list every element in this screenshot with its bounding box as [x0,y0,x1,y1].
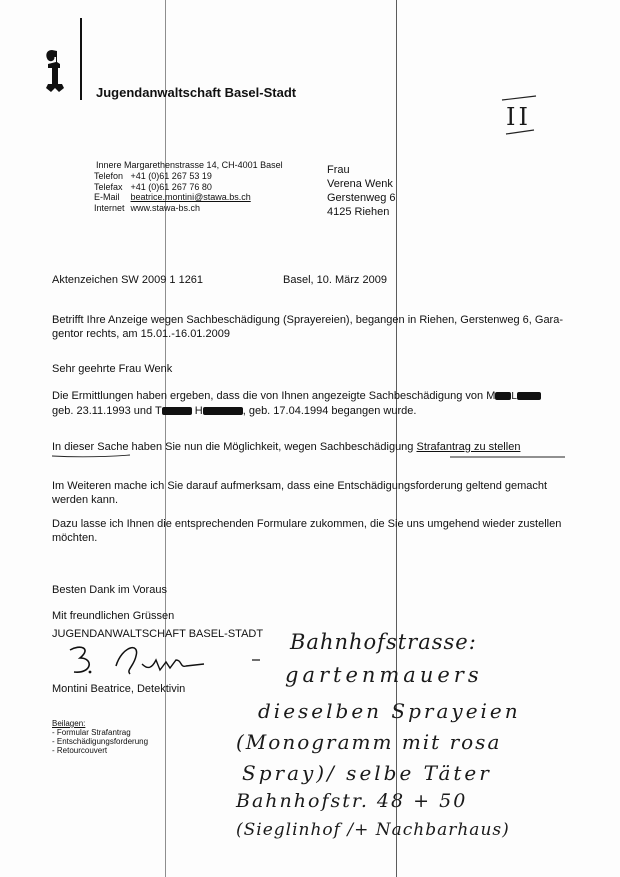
redaction-bar [203,407,243,415]
handwritten-line: gartenmauers [285,663,483,687]
sender-contact-table [94,171,257,213]
contact-row-email [94,192,257,203]
salutation: Sehr geehrte Frau Wenk [52,363,173,375]
contact-row-fax [94,182,257,193]
attachments [52,719,148,755]
closing-greeting: Mit freundlichen Grüssen [52,610,175,622]
findings-text: , geb. 17.04.1994 begangen wurde. [242,405,417,417]
org-name: Jugendanwaltschaft Basel-Stadt [96,85,297,100]
forms-line-2: möchten. [52,532,98,544]
contact-value-email-link[interactable]: beatrice.montini@stawa.bs.ch [130,192,251,202]
forms-line-1: Dazu lasse ich Ihnen die entsprechenden Formulare zukommen, die Sie uns umgehend wieder zustellen [52,518,562,530]
hand-underline [50,452,570,460]
contact-value: +41 (0)61 267 76 80 [130,181,212,192]
handwritten-line: (Sieglinhof /+ Nachbarhaus) [236,820,510,840]
handwritten-line: Bahnhofstr. 48 + 50 [236,790,468,812]
redaction-bar [162,407,192,415]
subject-line-2: gentor rechts, am 15.01.-16.01.2009 [52,328,230,340]
attachment-item: - Formular Strafantrag [52,728,131,737]
complaint-underlined: Strafantrag zu stellen [416,441,521,453]
findings-text: H [194,405,203,417]
recipient-city: 4125 Riehen [327,206,390,218]
roman-numeral-mark: II [506,103,531,131]
contact-label: Telefon [94,171,124,181]
attachment-item: - Entschädigungsforderung [52,737,149,746]
closing-thanks: Besten Dank im Voraus [52,584,167,596]
contact-row-phone [94,171,257,182]
contact-label: Telefax [94,181,123,192]
handwritten-line: dieselben Sprayeien [258,699,521,723]
attachment-item: - Retourcouvert [52,746,108,755]
contact-row-web [94,203,257,214]
compensation-line-2: werden kann. [52,494,119,506]
paragraph-findings-line-2 [52,404,597,418]
handwritten-signature [56,638,276,684]
subject-line [52,313,592,341]
handwritten-line: (Monogramm mit rosa [236,730,502,754]
recipient-salutation: Frau [327,164,350,176]
subject-line-1: Betrifft Ihre Anzeige wegen Sachbeschädigung (Sprayereien), begangen in Riehen, Gerstenweg 6, Gara- [52,314,564,326]
sender-address: Innere Margarethenstrasse 14, CH-4001 Basel [96,160,283,170]
paragraph-findings-line-1: Die Ermittlungen haben ergeben, dass die von Ihnen angezeigte Sachbeschädigung von M L [52,389,597,404]
roman-mark-underline [500,92,540,142]
findings-text: geb. 23.11.1993 und T [52,405,162,417]
paragraph-findings [52,389,597,418]
paragraph-forms [52,517,597,545]
signatory: Montini Beatrice, Detektivin [52,683,186,695]
complaint-text: In dieser Sache haben Sie nun die Möglichkeit, wegen Sachbeschädigung [52,441,417,453]
closing-org: JUGENDANWALTSCHAFT BASEL-STADT [52,628,264,640]
paragraph-compensation [52,479,597,507]
recipient-name: Verena Wenk [327,178,393,190]
redaction-bar [517,392,541,400]
contact-label: Internet [94,202,125,213]
basel-coat-of-arms-icon [44,48,66,96]
recipient-street: Gerstenweg 6 [327,192,396,204]
contact-label: E-Mail [94,192,120,202]
header-divider [80,18,82,100]
handwritten-line: Spray)/ selbe Täter [242,761,492,785]
scan-line-left [165,0,166,877]
contact-value-web-link[interactable]: www.stawa-bs.ch [130,202,201,213]
findings-text: Die Ermittlungen haben ergeben, dass die von Ihnen angezeigte Sachbeschädigung von M [52,390,496,402]
attachments-heading: Beilagen: [52,719,86,728]
recipient-address [327,163,395,219]
compensation-line-1: Im Weiteren mache ich Sie darauf aufmerksam, dass eine Entschädigungsforderung geltend gemacht [52,480,548,492]
place-date: Basel, 10. März 2009 [283,274,387,286]
redaction-bar [495,392,511,400]
contact-value: +41 (0)61 267 53 19 [130,171,212,181]
reference-number: Aktenzeichen SW 2009 1 1261 [52,274,204,286]
handwritten-line: Bahnhofstrasse: [290,630,477,654]
